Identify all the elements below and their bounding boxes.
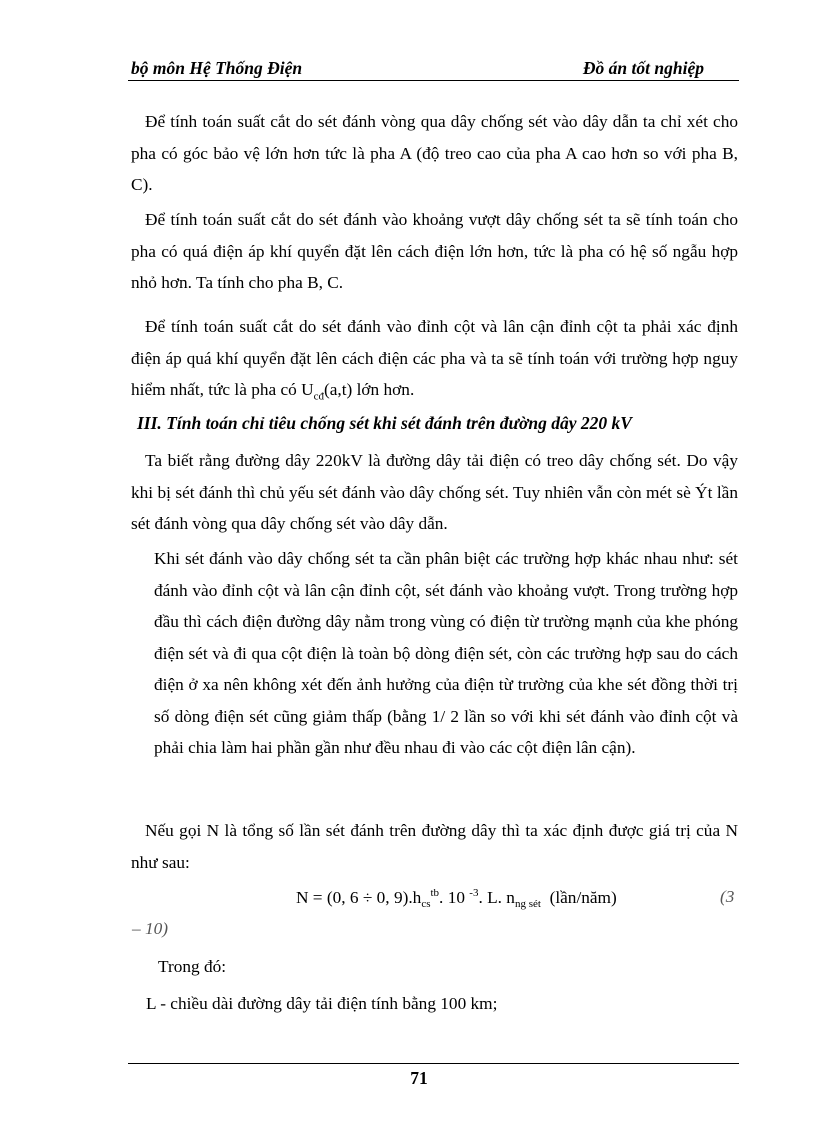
formula-h-sup: tb [430,887,440,899]
voltage-subscript: cđ [313,390,324,403]
definition-L: L - chiều dài đường dây tải điện tính bằng 100 km; [146,994,498,1013]
header-department: bộ môn Hệ Thống Điện [131,58,303,78]
paragraph-3-end: (a,t) lớn hơn. [324,380,415,399]
equation-number-part2: – 10) [132,919,168,938]
paragraph-3 [131,311,738,413]
paragraph-5: Khi sét đánh vào dây chống sét ta cần phân biệt các trường hợp khác nhau như: sét đánh vào đỉnh cột và lân cận đỉnh cột, sét đánh vào khoảng vượt. Trong trường hợp đầu thì cách điện đường dây nằm trong vùng có điện từ trường mạnh của khe phóng điện sét và đi qua cột điện là toàn bộ dòng điện sét, còn các trường hợp sau do cách điện ở xa nên không xét đến ảnh hưởng của điện từ trường của khe sét đồng thời trị số dòng điện sét cũng giảm thấp (bằng 1/ 2 lần so với khi sét đánh vào đỉnh cột và phải chia làm hai phần gần như đều nhau đi vào các cột điện lân cận). [154,549,738,757]
formula-mid: . 10 [439,887,470,907]
formula-n-sub: ng sét [514,898,541,911]
paragraph-6: Nếu gọi N là tổng số lần sét đánh trên đường dây thì ta xác định được giá trị của N như sau: [131,821,738,872]
formula-rest: . L. n [478,887,515,907]
formula-unit: (lần/năm) [540,887,617,907]
page-number: 71 [410,1068,428,1088]
paragraph-1: Để tính toán suất cắt do sét đánh vòng qua dây chống sét vào dây dẫn ta chỉ xét cho pha có góc bảo vệ lớn hơn tức là pha A (độ treo cao của pha A cao hơn so với pha B, C). [131,112,738,194]
section-heading: III. Tính toán chỉ tiêu chống sét khi sét đánh trên đường dây 220 kV [137,413,632,433]
paragraph-3-text: Để tính toán suất cắt do sét đánh vào đỉnh cột và lân cận đỉnh cột ta phải xác định điện áp quá khí quyển đặt lên cách điện các pha và ta sẽ tính toán với trường hợp nguy hiểm nhất, tức là pha có U [131,317,738,399]
lightning-count-formula [296,887,617,910]
equation-number-part1: (3 [720,887,735,906]
footer-divider [128,1063,739,1064]
formula-exponent: -3 [469,887,479,899]
paragraph-4: Ta biết rằng đường dây 220kV là đường dây tải điện có treo dây chống sét. Do vậy khi bị sét đánh thì chủ yếu sét đánh vào dây chống sét. Tuy nhiên vẫn còn mét sè Ýt lần sét đánh vòng qua dây chống sét vào dây dẫn. [131,451,738,533]
paragraph-2: Để tính toán suất cắt do sét đánh vào khoảng vượt dây chống sét ta sẽ tính toán cho pha có quá điện áp khí quyển đặt lên cách điện lớn hơn, tức là pha có hệ số ngẫu hợp nhỏ hơn. Ta tính cho pha B, C. [131,210,738,292]
header-document-type: Đồ án tốt nghiệp [582,58,704,78]
formula-lhs: N = (0, 6 ÷ 0, 9).h [296,887,422,907]
where-label: Trong đó: [158,957,227,976]
header-divider [128,80,739,81]
formula-h-sub: cs [421,898,431,911]
